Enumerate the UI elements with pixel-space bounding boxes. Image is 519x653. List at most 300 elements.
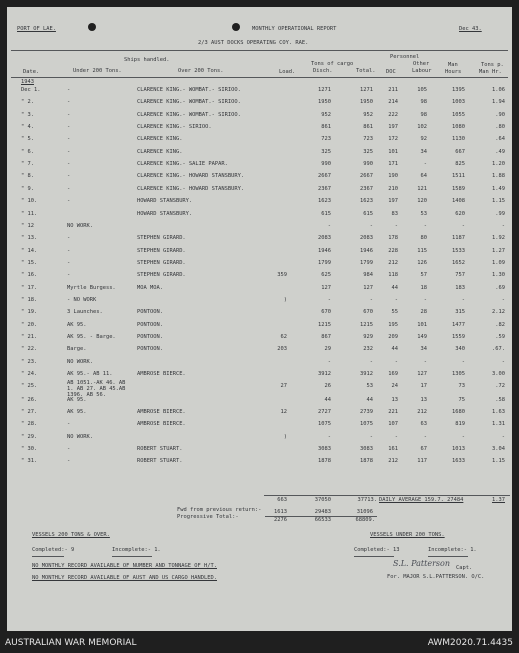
row-man-hours: 183: [455, 284, 465, 291]
row-under-200: -: [67, 458, 71, 465]
row-tons-per-man-hour: 1.63: [492, 408, 505, 415]
document-sheet: [7, 7, 512, 631]
row-other-labour: 105: [417, 87, 427, 93]
row-date: " 11.: [21, 210, 38, 217]
row-total: 1878: [360, 458, 373, 465]
row-other-labour: 67: [420, 446, 427, 452]
row-other-labour: 115: [417, 247, 427, 254]
table-row: [7, 272, 512, 281]
total-load: 663: [277, 497, 287, 503]
row-total: 1075: [360, 421, 373, 428]
row-disch: 3912: [318, 371, 331, 378]
over-completed: Completed:- 9: [32, 547, 75, 553]
row-doc: 212: [388, 259, 398, 266]
row-doc: -: [394, 433, 398, 440]
row-total: 1799: [360, 259, 373, 266]
table-row: [7, 112, 512, 121]
row-disch: 867: [321, 334, 331, 340]
row-disch: 44: [324, 396, 331, 403]
table-row: [7, 235, 512, 244]
row-man-hours: 620: [455, 210, 465, 217]
row-doc: 178: [388, 235, 398, 242]
row-doc: 195: [388, 321, 398, 328]
row-disch: 1271: [318, 87, 331, 93]
row-doc: 222: [388, 111, 398, 118]
col-personnel: Personnel: [390, 54, 420, 60]
row-under-200: -: [67, 136, 71, 143]
row-total: 1215: [360, 321, 373, 328]
row-over-200: STEPHEN GIRARD.: [137, 235, 186, 242]
punch-hole: [232, 23, 240, 31]
row-doc: 210: [388, 185, 398, 192]
row-over-200: STEPHEN GIRARD.: [137, 247, 186, 254]
row-tons-per-man-hour: .69: [495, 284, 505, 291]
row-total: 2739: [360, 408, 373, 415]
fwd-total: 31096: [356, 509, 373, 515]
table-row: [7, 285, 512, 294]
row-tons-per-man-hour: .49: [495, 148, 505, 155]
row-man-hours: 1305: [452, 371, 465, 378]
row-doc: 214: [388, 99, 398, 106]
row-under-200: AK 95.- AB 11.: [67, 371, 113, 378]
row-total: 1623: [360, 198, 373, 205]
table-row: [7, 397, 512, 406]
table-row: [7, 173, 512, 182]
table-row: [7, 260, 512, 269]
row-other-labour: 92: [420, 136, 427, 143]
table-row: [7, 346, 512, 355]
row-under-200: -: [67, 421, 71, 428]
row-under-200: -: [67, 161, 71, 168]
row-over-200: CLARENCE KING.: [137, 136, 183, 143]
totals-rule: [264, 495, 510, 496]
row-man-hours: 73: [458, 383, 465, 390]
row-tons-per-man-hour: 1.94: [492, 99, 505, 106]
row-man-hours: 315: [455, 309, 465, 316]
row-under-200: -: [67, 247, 71, 254]
row-other-labour: -: [423, 433, 427, 440]
col-tons-per-1: Tons p.: [481, 62, 504, 68]
total-disch: 37050: [314, 497, 331, 503]
row-date: " 26.: [21, 396, 38, 403]
col-over: Over 200 Tons.: [178, 68, 224, 74]
row-doc: 55: [391, 309, 398, 316]
row-doc: 197: [388, 198, 398, 205]
row-over-200: CLARENCE KING.- SALIE PAPAR.: [137, 161, 228, 168]
row-tons-per-man-hour: -: [501, 433, 505, 440]
row-total: -: [369, 222, 373, 229]
row-man-hours: 1395: [452, 87, 465, 93]
row-disch: 1878: [318, 458, 331, 465]
table-row: [7, 149, 512, 158]
row-total: 1946: [360, 247, 373, 254]
table-row: [7, 136, 512, 145]
note-no-record-cargo: NO MONTHLY RECORD AVAILABLE OF AUST AND US CARGO HANDLED.: [32, 575, 217, 581]
row-other-labour: 63: [420, 421, 427, 428]
row-over-200: ROBERT STUART.: [137, 458, 183, 465]
row-doc: 44: [391, 284, 398, 291]
row-date: " 17.: [21, 284, 38, 291]
row-date: " 24.: [21, 371, 38, 378]
row-load: 359: [277, 272, 287, 279]
row-under-200: NO WORK.: [67, 358, 93, 365]
row-man-hours: -: [461, 222, 465, 229]
row-date: " 23.: [21, 358, 38, 365]
row-disch: 2083: [318, 235, 331, 242]
row-over-200: CLARENCE KING.- WOMBAT.- SIRIOO.: [137, 87, 241, 93]
rule: [112, 556, 152, 557]
row-man-hours: 75: [458, 396, 465, 403]
row-total: 952: [363, 111, 373, 118]
row-under-200: AK 95. - Barge.: [67, 334, 116, 340]
row-doc: -: [394, 358, 398, 365]
row-man-hours: 1511: [452, 173, 465, 180]
row-load: ): [283, 433, 287, 440]
row-tons-per-man-hour: .58: [495, 396, 505, 403]
row-disch: 1946: [318, 247, 331, 254]
row-date: " 28.: [21, 421, 38, 428]
row-over-200: AMBROSE BIERCE.: [137, 408, 186, 415]
col-other-2: Labour: [412, 68, 432, 74]
row-date: " 12: [21, 222, 34, 229]
table-row: [7, 371, 512, 380]
row-date: " 6.: [21, 148, 34, 155]
row-total: 929: [363, 334, 373, 340]
row-under-200: -: [67, 87, 71, 93]
row-total: 232: [363, 346, 373, 353]
table-row: [7, 186, 512, 195]
col-man-1: Man: [448, 62, 458, 68]
row-date: " 2.: [21, 99, 34, 106]
row-tons-per-man-hour: 1.15: [492, 458, 505, 465]
row-over-200: PONTOON.: [137, 309, 163, 316]
row-doc: 209: [388, 334, 398, 340]
row-disch: 723: [321, 136, 331, 143]
row-under-200: NO WORK.: [67, 222, 93, 229]
row-tons-per-man-hour: .90: [495, 111, 505, 118]
row-total: 53: [366, 383, 373, 390]
note-no-record-ht: NO MONTHLY RECORD AVAILABLE OF NUMBER AND TONNAGE OF H/T.: [32, 563, 217, 569]
progressive-label: Progressive Total:-: [177, 514, 239, 520]
row-date: " 27.: [21, 408, 38, 415]
row-total: 1950: [360, 99, 373, 106]
row-doc: 190: [388, 173, 398, 180]
row-over-200: MOA MOA.: [137, 284, 163, 291]
prog-total: 68809.: [355, 517, 375, 523]
footer-source: AUSTRALIAN WAR MEMORIAL: [5, 638, 137, 648]
row-doc: 197: [388, 124, 398, 131]
row-doc: 13: [391, 396, 398, 403]
table-row: [7, 434, 512, 443]
column-rule: [11, 77, 508, 78]
row-under-200: -: [67, 272, 71, 279]
row-tons-per-man-hour: .82: [495, 321, 505, 328]
row-tons-per-man-hour: 1.20: [492, 161, 505, 168]
row-doc: -: [394, 222, 398, 229]
row-over-200: PONTOON.: [137, 321, 163, 328]
row-total: 325: [363, 148, 373, 155]
table-row: [7, 458, 512, 467]
table-row: [7, 322, 512, 331]
row-date: " 5.: [21, 136, 34, 143]
row-disch: -: [327, 222, 331, 229]
row-disch: 1623: [318, 198, 331, 205]
row-date: " 25.: [21, 383, 38, 390]
row-total: -: [369, 433, 373, 440]
rule: [428, 556, 468, 557]
row-over-200: CLARENCE KING.- HOWARD STANSBURY.: [137, 185, 245, 192]
fwd-disch: 29483: [314, 509, 331, 515]
col-tons-per-2: Man Hr.: [479, 69, 502, 75]
row-under-200: -: [67, 111, 71, 118]
col-man-2: Hours: [445, 69, 462, 75]
vessels-over-heading: VESSELS 200 TONS & OVER.: [32, 532, 110, 538]
row-disch: 2727: [318, 408, 331, 415]
row-man-hours: 825: [455, 161, 465, 168]
row-tons-per-man-hour: 1.09: [492, 259, 505, 266]
rule: [32, 556, 64, 557]
table-row: [7, 223, 512, 232]
col-date: Date.: [23, 69, 40, 75]
row-tons-per-man-hour: .59: [495, 334, 505, 340]
row-other-labour: -: [423, 222, 427, 229]
row-under-200: -: [67, 185, 71, 192]
row-tons-per-man-hour: .72: [495, 383, 505, 390]
row-man-hours: -: [461, 358, 465, 365]
row-date: " 16.: [21, 272, 38, 279]
row-other-labour: -: [423, 161, 427, 168]
prog-load: 2276: [274, 517, 287, 523]
row-other-labour: -: [423, 358, 427, 365]
row-total: 723: [363, 136, 373, 143]
table-row: [7, 198, 512, 207]
row-other-labour: 101: [417, 321, 427, 328]
row-over-200: ROBERT STUART.: [137, 446, 183, 452]
row-man-hours: 1408: [452, 198, 465, 205]
row-under-200: -: [67, 173, 71, 180]
col-disch: Disch.: [313, 68, 333, 74]
row-other-labour: 34: [420, 148, 427, 155]
row-man-hours: 757: [455, 272, 465, 279]
row-disch: -: [327, 296, 331, 303]
row-disch: 1799: [318, 259, 331, 266]
row-over-200: PONTOON.: [137, 334, 163, 340]
row-disch: 952: [321, 111, 331, 118]
table-row: [7, 446, 512, 455]
table-row: [7, 334, 512, 343]
col-tons-cargo: Tons of cargo: [311, 61, 354, 67]
row-tons-per-man-hour: 1.06: [492, 87, 505, 93]
row-man-hours: 1533: [452, 247, 465, 254]
row-doc: 118: [388, 272, 398, 279]
row-doc: 171: [388, 161, 398, 168]
table-row: [7, 87, 512, 96]
row-disch: 325: [321, 148, 331, 155]
row-other-labour: 98: [420, 99, 427, 106]
row-disch: -: [327, 358, 331, 365]
row-date: " 14.: [21, 247, 38, 254]
row-total: 44: [366, 396, 373, 403]
row-doc: 107: [388, 421, 398, 428]
row-under-200: AK 95.: [67, 408, 87, 415]
port-label: PORT OF LAE.: [17, 26, 56, 32]
row-other-labour: 102: [417, 124, 427, 131]
row-under-200: AK 95.: [67, 321, 87, 328]
row-total: 1271: [360, 87, 373, 93]
row-total: 615: [363, 210, 373, 217]
row-doc: 83: [391, 210, 398, 217]
row-date: " 30.: [21, 446, 38, 452]
row-tons-per-man-hour: 1.88: [492, 173, 505, 180]
report-month: Dec 43.: [459, 26, 482, 32]
daily-average: DAILY AVERAGE 159.7. 27484: [379, 497, 464, 503]
total-tons-per-man-hour: 1.37: [492, 497, 505, 503]
row-over-200: AMBROSE BIERCE.: [137, 371, 186, 378]
table-row: [7, 421, 512, 430]
row-total: 3912: [360, 371, 373, 378]
row-doc: 228: [388, 247, 398, 254]
row-man-hours: 1633: [452, 458, 465, 465]
row-date: " 3.: [21, 111, 34, 118]
row-other-labour: 64: [420, 173, 427, 180]
row-over-200: PONTOON.: [137, 346, 163, 353]
row-other-labour: 121: [417, 185, 427, 192]
row-total: 2083: [360, 235, 373, 242]
under-completed: Completed:- 13: [354, 547, 400, 553]
row-other-labour: 53: [420, 210, 427, 217]
row-under-200: Barge.: [67, 346, 87, 353]
table-row: [7, 409, 512, 418]
row-date: " 4.: [21, 124, 34, 131]
row-under-200: NO WORK.: [67, 433, 93, 440]
row-doc: 101: [388, 148, 398, 155]
row-tons-per-man-hour: .99: [495, 210, 505, 217]
row-man-hours: -: [461, 433, 465, 440]
row-over-200: STEPHEN GIRARD.: [137, 272, 186, 279]
row-man-hours: 1080: [452, 124, 465, 131]
row-under-200: AB 1051.-AK 46. AB 1. AB 27. AB 45.AB 1396. AB 56.: [67, 380, 126, 398]
row-total: 3083: [360, 446, 373, 452]
row-date: " 21.: [21, 334, 38, 340]
row-disch: 670: [321, 309, 331, 316]
table-row: [7, 248, 512, 257]
col-doc: DOC: [386, 69, 396, 75]
rule: [354, 556, 394, 557]
row-total: -: [369, 358, 373, 365]
row-other-labour: 126: [417, 259, 427, 266]
row-under-200: AK 95.: [67, 396, 87, 403]
row-other-labour: 117: [417, 458, 427, 465]
header-rule: [11, 50, 508, 51]
row-under-200: -: [67, 446, 71, 452]
vessels-under-heading: VESSELS UNDER 200 TONS.: [370, 532, 445, 538]
row-date: " 31.: [21, 458, 38, 465]
table-row: [7, 359, 512, 368]
signature-rank: Capt.: [456, 565, 473, 571]
unit-name: 2/3 AUST DOCKS OPERATING COY. RAE.: [198, 40, 309, 46]
row-date: " 18.: [21, 296, 38, 303]
row-tons-per-man-hour: 2.12: [492, 309, 505, 316]
row-other-labour: 57: [420, 272, 427, 279]
row-other-labour: 120: [417, 198, 427, 205]
row-other-labour: 17: [420, 383, 427, 390]
row-disch: 1950: [318, 99, 331, 106]
row-total: 861: [363, 124, 373, 131]
row-doc: 212: [388, 458, 398, 465]
row-man-hours: 1559: [452, 334, 465, 340]
row-disch: 625: [321, 272, 331, 279]
under-incomplete: Incomplete:- 1.: [428, 547, 477, 553]
row-disch: 1215: [318, 321, 331, 328]
row-doc: 172: [388, 136, 398, 143]
row-load: 12: [280, 408, 287, 415]
fwd-load: 1613: [274, 509, 287, 515]
row-tons-per-man-hour: .64: [495, 136, 505, 143]
row-doc: 44: [391, 346, 398, 353]
row-other-labour: 127: [417, 371, 427, 378]
row-tons-per-man-hour: -: [501, 296, 505, 303]
row-date: " 22.: [21, 346, 38, 353]
row-other-labour: 149: [417, 334, 427, 340]
row-total: 990: [363, 161, 373, 168]
table-row: [7, 211, 512, 220]
prog-disch: 66533: [314, 517, 331, 523]
row-disch: 1075: [318, 421, 331, 428]
row-load: 27: [280, 383, 287, 390]
row-tons-per-man-hour: -: [501, 222, 505, 229]
row-other-labour: 13: [420, 396, 427, 403]
total-total: 37713.: [357, 497, 377, 503]
table-row: [7, 380, 512, 398]
row-over-200: STEPHEN GIRARD.: [137, 259, 186, 266]
row-under-200: - NO WORK: [67, 296, 97, 303]
archive-footer: [0, 631, 519, 653]
col-total: Total.: [356, 68, 376, 74]
row-over-200: HOWARD STANSBURY.: [137, 210, 193, 217]
year-label: 1943: [21, 79, 34, 85]
row-man-hours: 340: [455, 346, 465, 353]
row-man-hours: 1055: [452, 111, 465, 118]
row-date: " 15.: [21, 259, 38, 266]
row-date: Dec 1.: [21, 87, 41, 93]
row-tons-per-man-hour: 1.92: [492, 235, 505, 242]
row-disch: 615: [321, 210, 331, 217]
punch-hole: [88, 23, 96, 31]
row-over-200: HOWARD STANSBURY.: [137, 198, 193, 205]
row-man-hours: 1003: [452, 99, 465, 106]
row-total: 984: [363, 272, 373, 279]
row-man-hours: 1013: [452, 446, 465, 452]
row-doc: -: [394, 296, 398, 303]
row-disch: 29: [324, 346, 331, 353]
row-doc: 169: [388, 371, 398, 378]
row-tons-per-man-hour: .67.: [492, 346, 505, 353]
row-man-hours: 1652: [452, 259, 465, 266]
row-date: " 13.: [21, 235, 38, 242]
row-date: " 8.: [21, 173, 34, 180]
row-date: " 29.: [21, 433, 38, 440]
row-under-200: -: [67, 198, 71, 205]
table-row: [7, 297, 512, 306]
row-tons-per-man-hour: 1.31: [492, 421, 505, 428]
row-load: 203: [277, 346, 287, 353]
row-man-hours: -: [461, 296, 465, 303]
row-man-hours: 667: [455, 148, 465, 155]
row-tons-per-man-hour: 1.15: [492, 198, 505, 205]
row-load: ): [283, 296, 287, 303]
col-ships-handled: Ships handled.: [124, 57, 170, 63]
table-row: [7, 99, 512, 108]
